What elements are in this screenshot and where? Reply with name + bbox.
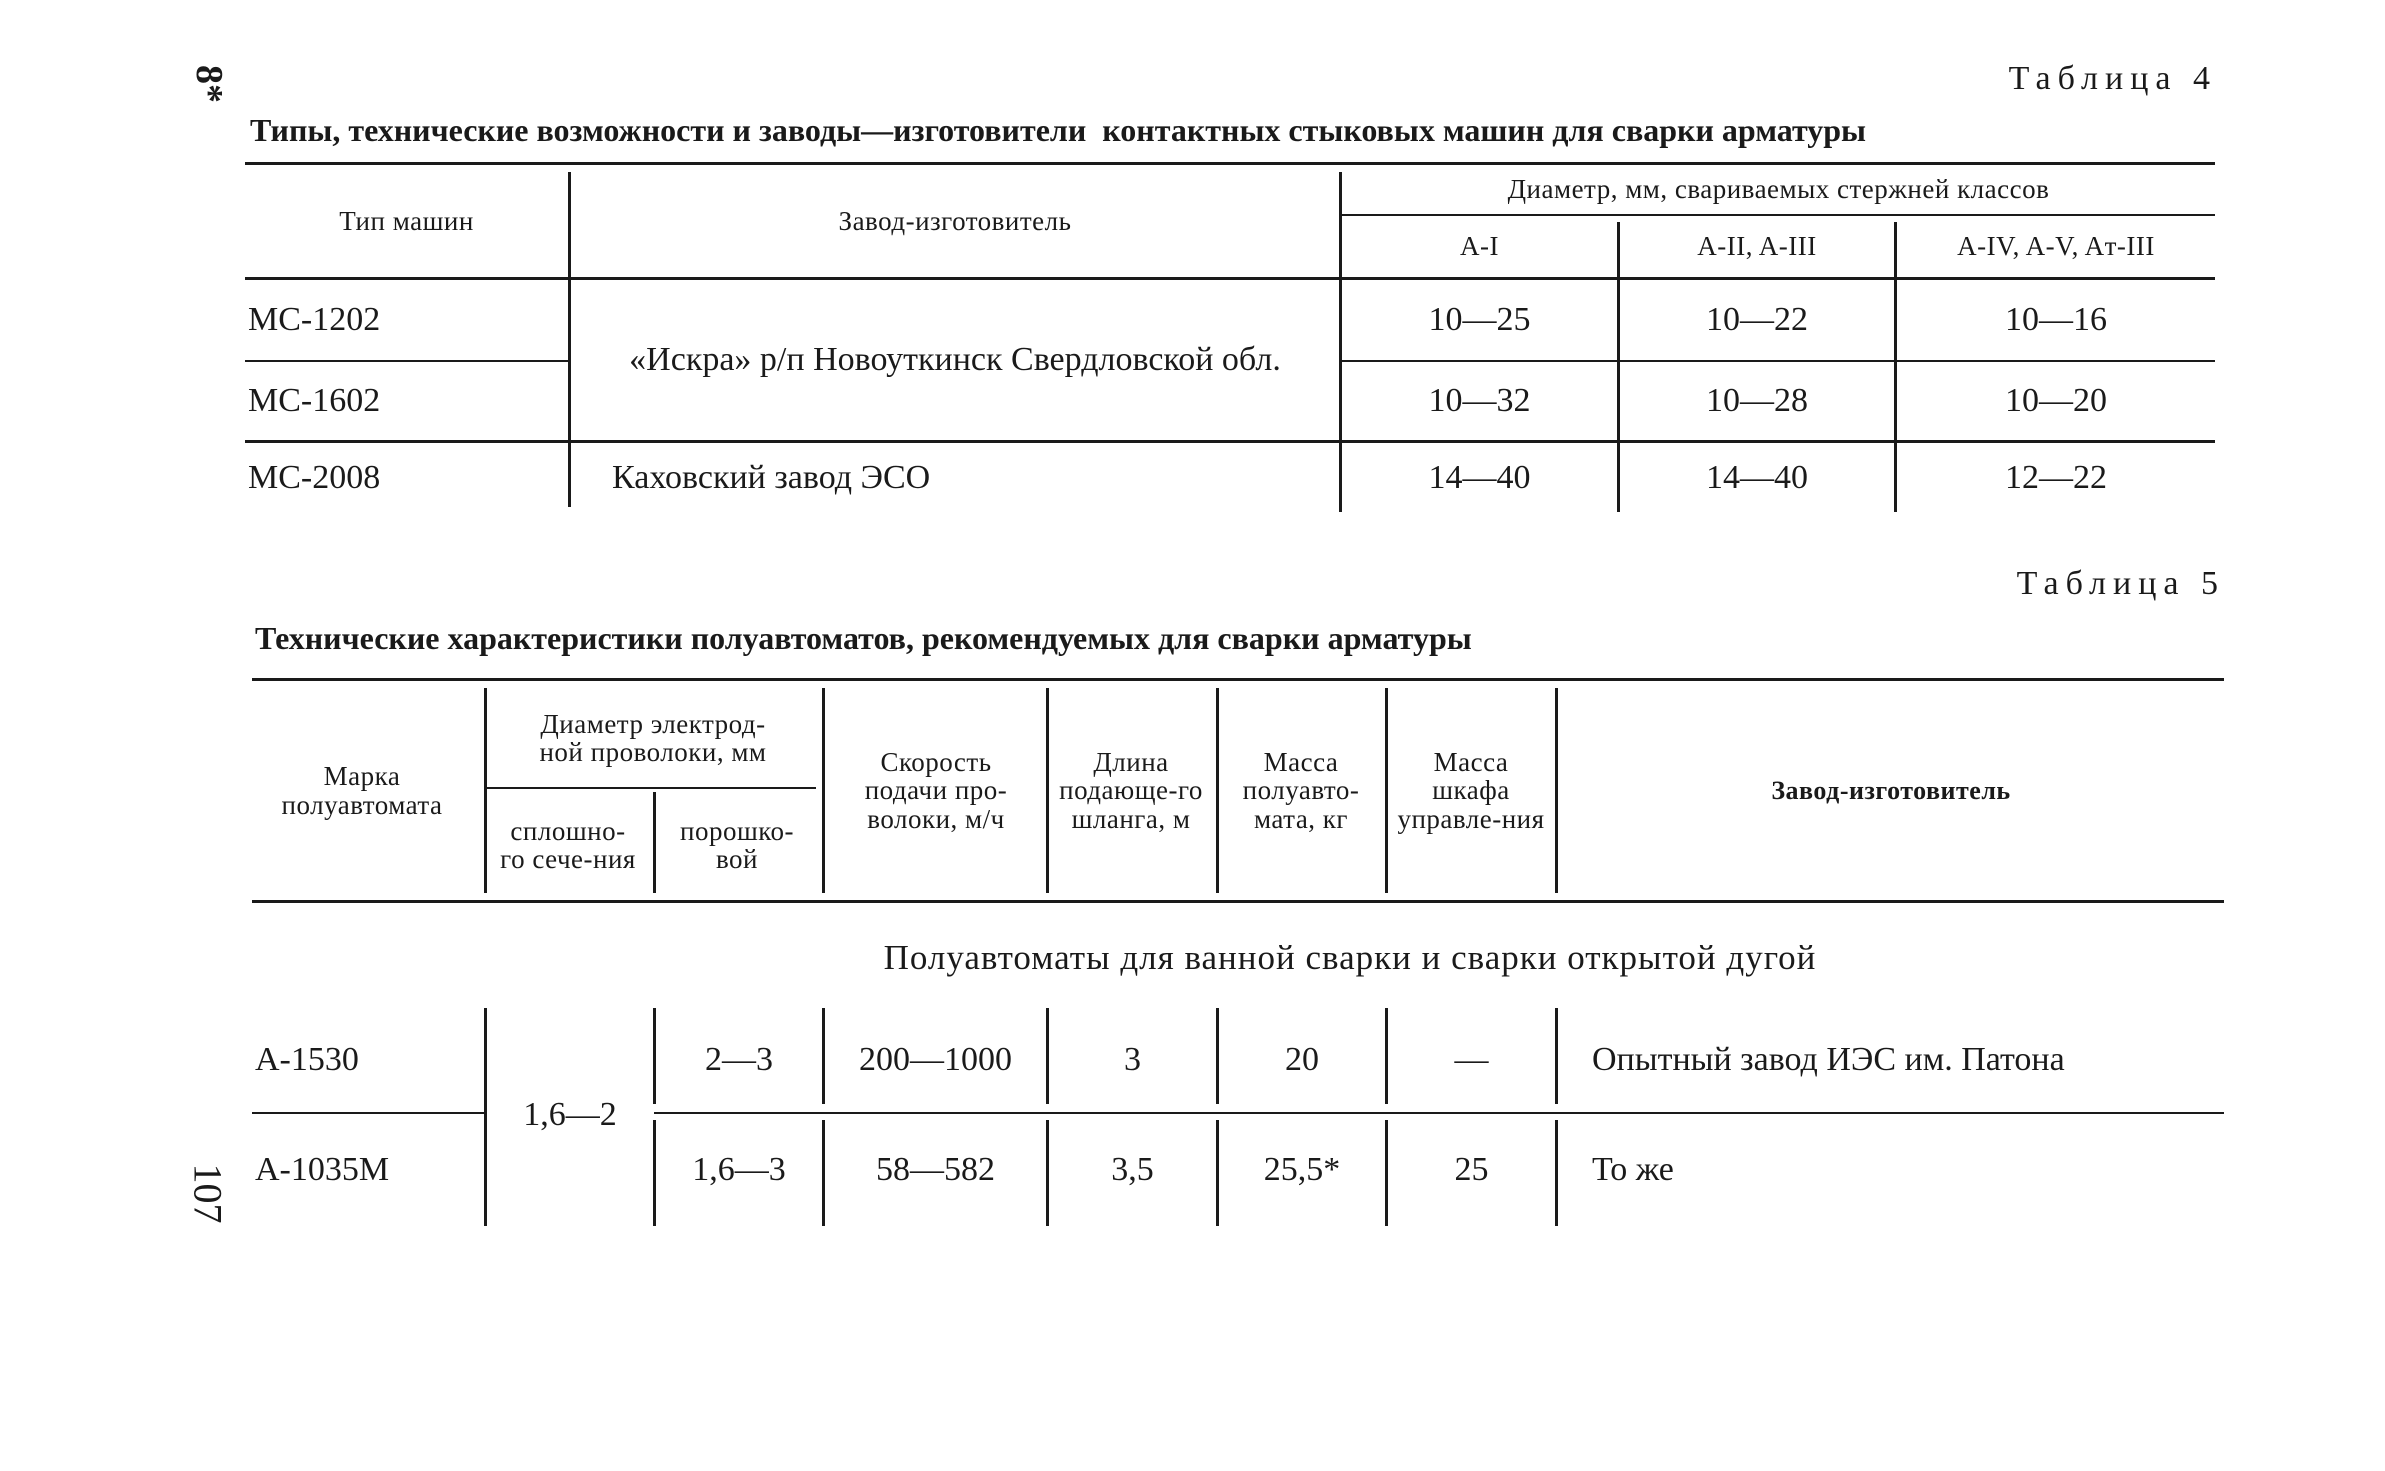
- t4-row1-a3: 10—16: [2005, 301, 2107, 338]
- t5-row2-speed: 58—582: [876, 1151, 995, 1188]
- t4-header-manufacturer: Завод-изготовитель: [838, 205, 1072, 236]
- t5-row2-mass: 25,5*: [1263, 1151, 1341, 1188]
- t4-row3-manufacturer: Каховский завод ЭСО: [612, 459, 931, 496]
- t4-row3-a1: 14—40: [1428, 459, 1531, 496]
- t5-header-flux-cored: порошко-вой: [680, 815, 794, 874]
- t4-row3-type: МС-2008: [248, 459, 381, 496]
- t4-row1-type: МС-1202: [248, 301, 381, 338]
- t4-header-class-2: A-II, A-III: [1697, 231, 1817, 262]
- t4-row1-a1: 10—25: [1428, 301, 1531, 338]
- t5-row1-flux: 2—3: [705, 1041, 773, 1078]
- t5-header-model: Марка полуавтомата: [281, 761, 443, 820]
- t5-row2-model: А-1035М: [255, 1151, 390, 1188]
- t5-row2-maker: То же: [1592, 1151, 1674, 1188]
- t4-header-machine-type: Тип машин: [339, 205, 474, 236]
- t4-row2-a2: 10—28: [1706, 382, 1808, 419]
- t5-header-manufacturer: Завод-изготовитель: [1771, 775, 2011, 805]
- t5-row1-speed: 200—1000: [859, 1041, 1012, 1078]
- t5-row2-flux: 1,6—3: [692, 1151, 786, 1188]
- table5-title: Технические характеристики полуавтоматов, рекомендуемых для сварки арматуры: [255, 620, 1472, 656]
- t5-row1-hose: 3: [1124, 1041, 1141, 1078]
- t5-row1-model: А-1530: [255, 1041, 359, 1078]
- t5-merged-solid: 1,6—2: [523, 1096, 617, 1133]
- table4-label: Таблица 4: [2008, 60, 2217, 97]
- t5-header-solid: сплошно-го сече-ния: [500, 815, 636, 874]
- t5-row1-maker: Опытный завод ИЭС им. Патона: [1592, 1041, 2065, 1078]
- t4-row2-a3: 10—20: [2005, 382, 2107, 419]
- t4-header-class-1: A-I: [1460, 231, 1499, 262]
- table5-label: Таблица 5: [2016, 565, 2225, 602]
- t5-section-title: Полуавтоматы для ванной сварки и сварки открытой дугой: [883, 938, 1817, 977]
- t4-row3-a3: 12—22: [2005, 459, 2107, 496]
- t4-row1-a2: 10—22: [1706, 301, 1808, 338]
- t5-row2-hose: 3,5: [1111, 1151, 1154, 1188]
- t5-header-unit-mass: Масса полуавто-мата, кг: [1242, 746, 1360, 834]
- t5-row1-mass: 20: [1285, 1041, 1319, 1078]
- t5-row2-cabinet: 25: [1454, 1151, 1489, 1188]
- table4-title: Типы, технические возможности и заводы—изготовители контактных стыковых машин для сварки арматуры: [250, 112, 1867, 148]
- t4-header-diameter-group: Диаметр, мм, свариваемых стержней классов: [1507, 174, 2050, 205]
- sheet-mark: 8*: [188, 65, 230, 103]
- t5-header-wire-diameter: Диаметр электрод-ной проволоки, мм: [539, 708, 767, 767]
- t5-header-cabinet-mass: Масса шкафа управле-ния: [1397, 746, 1545, 834]
- t4-row2-a1: 10—32: [1428, 382, 1531, 419]
- t4-row3-a2: 14—40: [1706, 459, 1808, 496]
- t4-merged-manufacturer: «Искра» р/п Новоуткинск Свердловской обл.: [629, 341, 1281, 378]
- t4-header-class-3: A-IV, A-V, Aт-III: [1957, 231, 2155, 262]
- t4-row2-type: МС-1602: [248, 382, 381, 419]
- page-number: 107: [185, 1163, 231, 1224]
- t5-header-feed-speed: Скорость подачи про-волоки, м/ч: [864, 746, 1008, 834]
- t5-row1-cabinet: —: [1454, 1041, 1489, 1078]
- t5-header-hose-length: Длина подающе-го шланга, м: [1059, 746, 1203, 834]
